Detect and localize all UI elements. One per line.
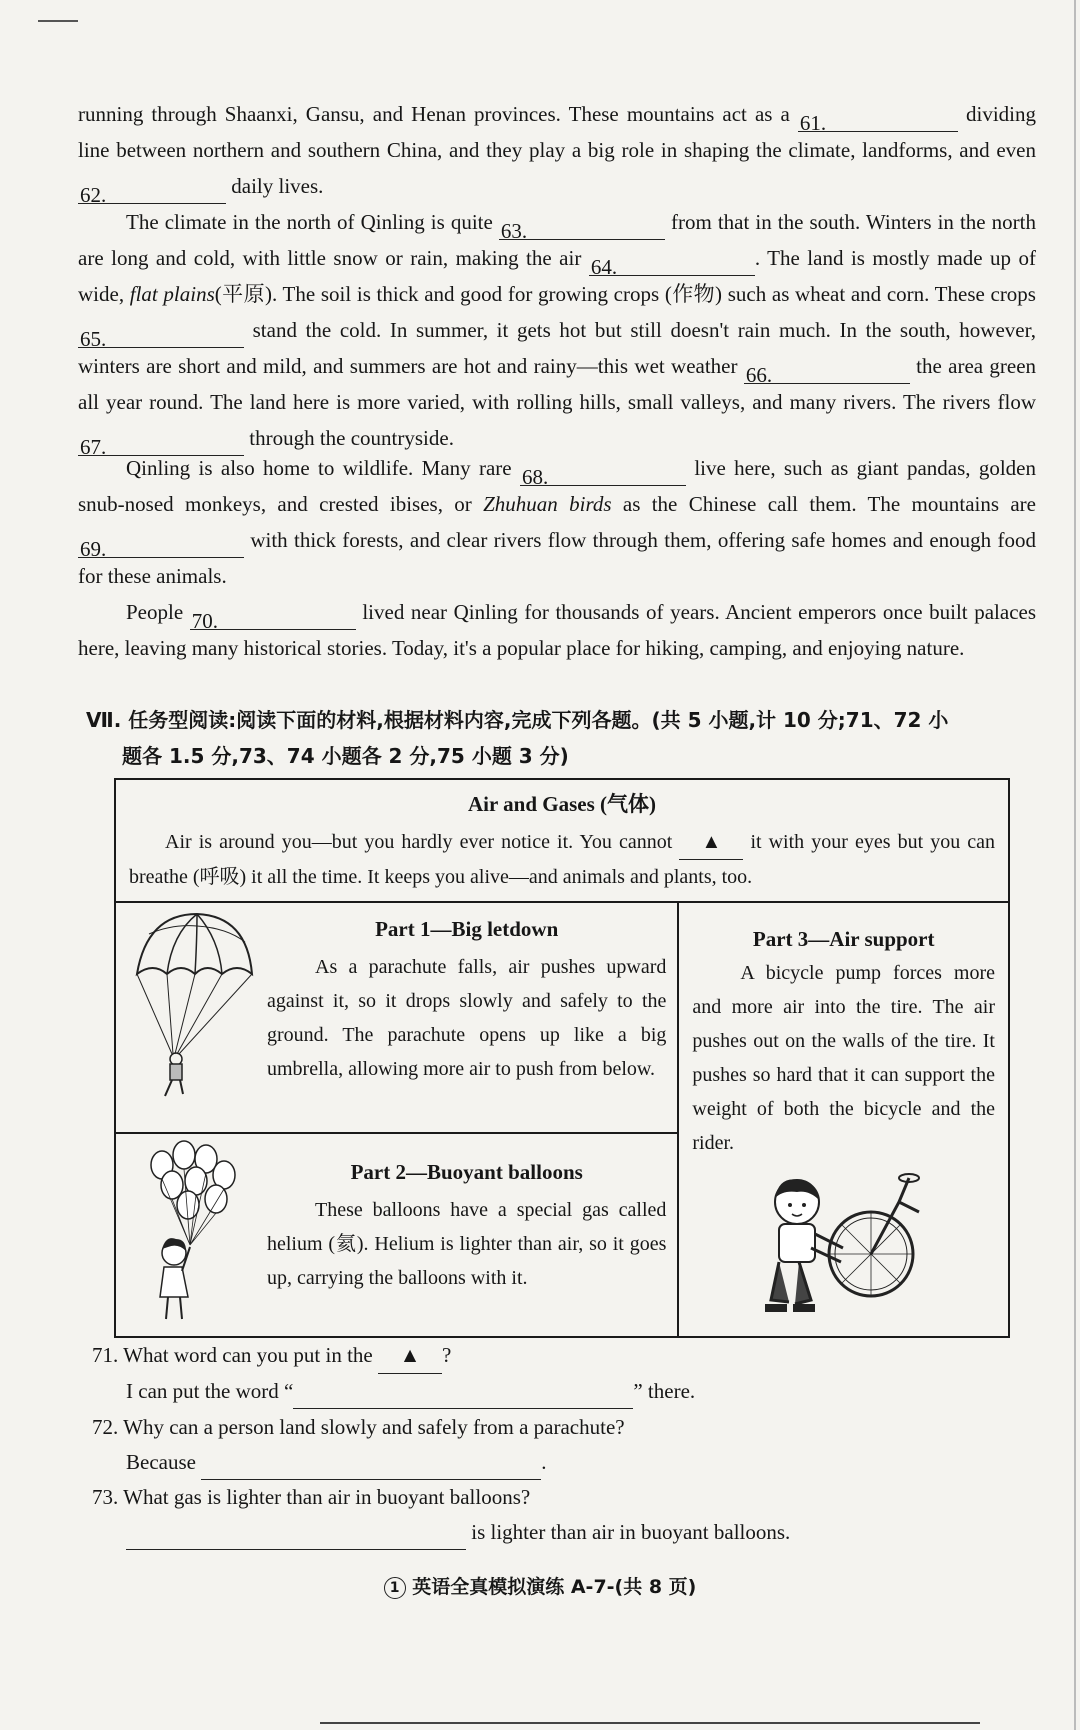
corner-mark xyxy=(38,20,78,22)
part-1-text: As a parachute falls, air pushes upward against it, so it drops slowly and safely to the ground. The parachute opens up like a big umbrella, allowing more air to push from below. xyxy=(267,956,667,1080)
text: Qinling is also home to wildlife. Many rare xyxy=(126,456,512,480)
text: the area green all year round. The land here is more varied, with rolling hills, small valleys, and many rivers. The rivers flow xyxy=(78,354,1037,414)
balloons-illustration xyxy=(117,1135,267,1325)
section-heading-line-2: 题各 1.5 分,73、74 小题各 2 分,75 小题 3 分) xyxy=(122,744,569,768)
text: lived near Qinling for thousands of years. Ancient emperors once built palaces here, leaving many historical stories. Today, it's a popular place for hiking, camping, and enjoying nature. xyxy=(78,600,1037,660)
part-1-title: Part 1—Big letdown xyxy=(375,917,559,941)
question-72: 72. Why can a person land slowly and safely from a parachute? Because . xyxy=(92,1410,1032,1480)
reading-material-box xyxy=(114,778,1010,1338)
question-71: 71. What word can you put in the ▲ ? I can put the word “ ” there. xyxy=(92,1338,1032,1409)
blank-62[interactable]: 62. xyxy=(78,177,226,204)
bicycle-illustration xyxy=(680,1166,1007,1335)
text: dividing line between northern and southern China, and they play a big role in shaping the climate, landforms, and even xyxy=(78,102,1037,162)
italic-term: Zhuhuan birds xyxy=(483,492,612,516)
question-71-triangle: ▲ xyxy=(378,1338,442,1374)
answer-71-blank[interactable] xyxy=(293,1382,633,1409)
italic-term: flat plains xyxy=(129,282,215,306)
blank-69[interactable]: 69. xyxy=(78,531,244,558)
blank-63[interactable]: 63. xyxy=(499,213,665,240)
page-footer xyxy=(0,1572,1080,1599)
blank-68[interactable]: 68. xyxy=(520,459,686,486)
text: daily lives. xyxy=(231,174,324,198)
blank-66[interactable]: 66. xyxy=(744,357,910,384)
section-heading xyxy=(86,702,1036,774)
intro-cell xyxy=(115,779,1009,902)
part-1-cell xyxy=(115,902,678,1133)
answer-72-blank[interactable] xyxy=(201,1453,541,1480)
parachute-illustration xyxy=(117,904,267,1104)
text: with thick forests, and clear rivers flow through them, offering safe homes and enough food for these animals. xyxy=(78,528,1036,588)
passage-paragraph-4 xyxy=(78,594,1036,666)
text: from that in the south. Winters in the north are long and cold, with little snow or rain, making the air xyxy=(78,210,1037,270)
text: The climate in the north of Qinling is quite xyxy=(126,210,493,234)
passage-paragraph-2 xyxy=(78,204,1037,459)
text: stand the cold. In summer, it gets hot but still doesn't rain much. In the south, however, winters are short and mild, and summers are hot and rainy—this wet weather xyxy=(78,318,1036,378)
blank-64[interactable]: 64. xyxy=(589,249,755,276)
text: (平原). The soil is thick and good for growing crops (作物) such as wheat and corn. These crops xyxy=(214,282,1036,306)
part-3-text: A bicycle pump forces more and more air into the tire. The air pushes out on the walls of the tire. It pushes so hard that it can support the weight of both the bicycle and the rider. xyxy=(692,962,995,1154)
blank-61[interactable]: 61. xyxy=(798,105,958,132)
part-2-cell xyxy=(115,1133,678,1337)
page-edge xyxy=(1074,0,1076,1730)
text: live here, such as giant pandas, golden snub-nosed monkeys, and crested ibises, or xyxy=(78,456,1037,516)
passage-paragraph-1 xyxy=(78,96,1037,207)
answer-73-blank[interactable] xyxy=(126,1523,466,1550)
passage-paragraph-3 xyxy=(78,450,1036,594)
blank-70[interactable]: 70. xyxy=(190,603,356,630)
text: People xyxy=(126,600,184,624)
text: . The land is mostly made up of wide, xyxy=(78,246,1037,306)
footer-text: 英语全真模拟演练 A-7-(共 8 页) xyxy=(412,1576,697,1598)
triangle-blank[interactable]: ▲ xyxy=(679,825,743,860)
part-2-title: Part 2—Buoyant balloons xyxy=(350,1159,583,1184)
intro-text: Air is around you—but you hardly ever notice it. You cannot ▲ it with your eyes but you can breathe (呼吸) it all the time. It keeps you alive—and animals and plants, too. xyxy=(117,821,1007,900)
section-heading-line-1: Ⅶ. 任务型阅读:阅读下面的材料,根据材料内容,完成下列各题。(共 5 小题,计 10 分;71、72 小 xyxy=(86,708,949,732)
blank-65[interactable]: 65. xyxy=(78,321,244,348)
part-3-title: Part 3—Air support xyxy=(752,927,935,951)
circled-number: 1 xyxy=(384,1577,406,1599)
blank-67[interactable]: 67. xyxy=(78,429,244,456)
bottom-rule xyxy=(320,1722,980,1724)
text: through the countryside. xyxy=(249,426,454,450)
part-3-cell xyxy=(678,902,1009,1337)
text: as the Chinese call them. The mountains are xyxy=(622,492,1036,516)
question-73: 73. What gas is lighter than air in buoyant balloons? is lighter than air in buoyant balloons. xyxy=(92,1480,1032,1550)
box-title: Air and Gases (气体) xyxy=(467,792,657,816)
text: running through Shaanxi, Gansu, and Henan provinces. These mountains act as a xyxy=(78,102,790,126)
part-2-text: These balloons have a special gas called helium (氦). Helium is lighter than air, so it goes up, carrying the balloons with it. xyxy=(267,1198,667,1289)
